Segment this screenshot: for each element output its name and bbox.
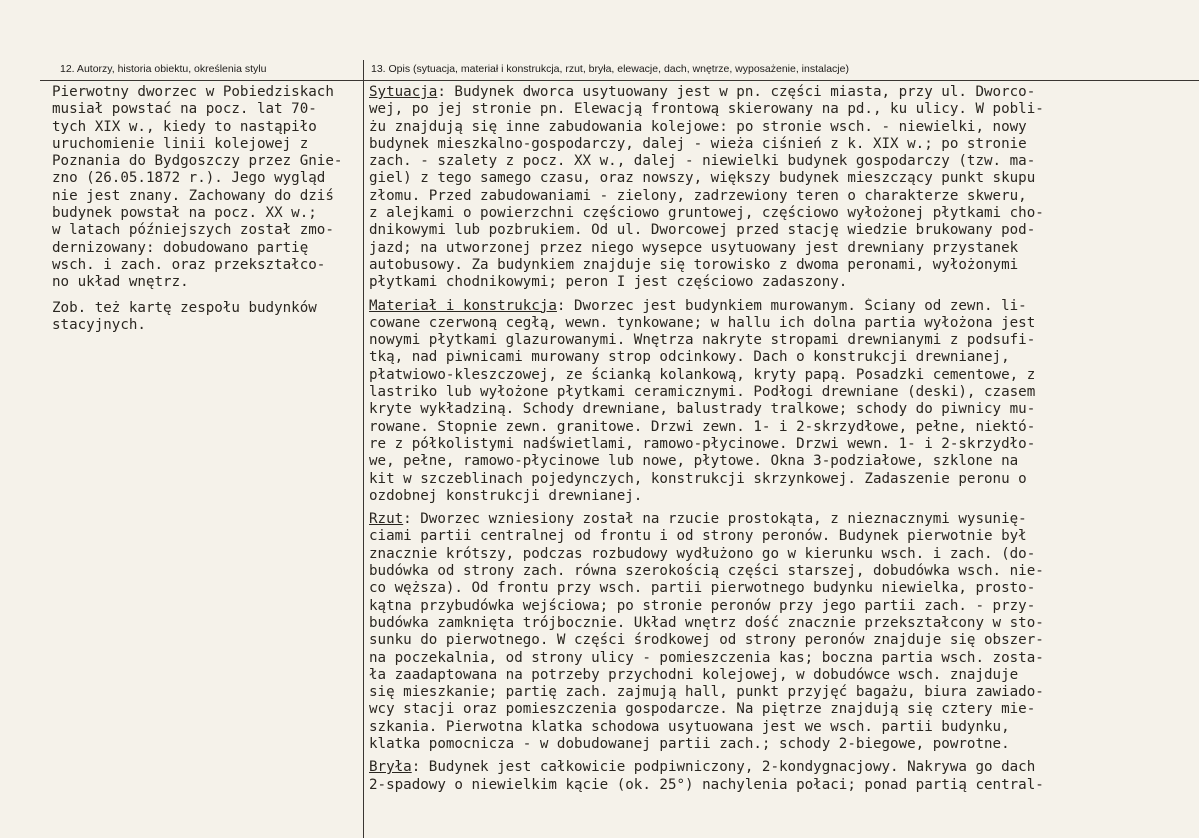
- section-heading: Bryła: [369, 759, 412, 776]
- text-line: ozdobnej konstrukcji drewnianej.: [369, 487, 643, 504]
- text-line: rowane. Stopnie zewn. granitowe. Drzwi zewn. 1- i 2-skrzydłowe, pełne, niektó-: [369, 418, 1036, 435]
- text-line: nie jest znany. Zachowany do dziś: [52, 187, 334, 204]
- text-line: Zob. też kartę zespołu budynków: [52, 299, 317, 316]
- text-line: z alejkami o powierzchni częściowo gruntowej, częściowo wyłożonej płytkami cho-: [369, 205, 1044, 222]
- column-divider: [363, 60, 364, 838]
- text-line: we, pełne, ramowo-płycinowe lub nowe, płytowe. Okna 3-podziałowe, szklone na: [369, 453, 1019, 470]
- text-line: złomu. Przed zabudowaniami - zielony, zadrzewiony teren o charakterze skweru,: [369, 187, 1027, 204]
- text-line: budynek powstał na pocz. XX w.;: [52, 205, 317, 222]
- text-line: stacyjnych.: [52, 316, 146, 333]
- text-line: znacznie krótszy, podczas rozbudowy wydłużono go w kierunku wsch. i zach. (do-: [369, 545, 1036, 562]
- section-lead-text: : Dworzec jest budynkiem murowanym. Ściany od zewn. li-: [556, 297, 1027, 314]
- text-line: no układ wnętrz.: [52, 274, 189, 291]
- text-line: musiał powstać na pocz. lat 70-: [52, 101, 317, 118]
- text-line: cowane czerwoną cegłą, wewn. tynkowane; w hallu ich dolna partia wyłożona jest: [369, 314, 1036, 331]
- text-line: jazd; na utworzonej przez niego wysepce usytuowany jest drewniany przystanek: [369, 239, 1019, 256]
- text-line: autobusowy. Za budynkiem znajduje się torowisko z dwoma peronami, wyłożonymi: [369, 256, 1019, 273]
- text-line: budówka zamknięta trójbocznie. Układ wnętrz dość znacznie przekształcony w sto-: [369, 614, 1044, 631]
- section-first-line: [369, 511, 1169, 528]
- section-first-line: [369, 84, 1169, 101]
- section-heading: Sytuacja: [369, 84, 438, 100]
- text-line: uruchomienie linii kolejowej z: [52, 135, 309, 152]
- text-line: dnikowymi lub pozbrukiem. Od ul. Dworcowej przed stację wiedzie brukowany pod-: [369, 222, 1036, 239]
- text-line: płatwiowo-kleszczowej, ze ścianką kolankową, kryty papą. Posadzki cementowe, z: [369, 366, 1036, 383]
- text-line: tką, nad piwnicami murowany strop odcinkowy. Dach o konstrukcji drewnianej,: [369, 349, 1010, 366]
- header-rule: [40, 80, 1199, 81]
- section-heading: Materiał i konstrukcja: [369, 297, 557, 314]
- section-first-line: [369, 759, 1169, 776]
- section-heading: Rzut: [369, 511, 404, 528]
- left-column-header: 12. Autorzy, historia obiektu, określenia stylu: [60, 63, 267, 75]
- text-line: wcy stacji oraz pomieszczenia gospodarcze. Na piętrze znajdują się cztery mie-: [369, 701, 1036, 718]
- text-line: zach. - szalety z pocz. XX w., dalej - niewielki budynek gospodarczy (tzw. ma-: [369, 153, 1036, 170]
- section-rzut: [369, 511, 1169, 753]
- text-line: 2-spadowy o niewielkim kącie (ok. 25°) nachylenia połaci; ponad partią central-: [369, 776, 1044, 793]
- text-line: re z półkolistymi nadświetlami, ramowo-płycinowe. Drzwi wewn. 1- i 2-skrzydło-: [369, 435, 1036, 452]
- text-line: się mieszkanie; partię zach. zajmują hall, punkt przyjęć bagażu, biura zawiado-: [369, 684, 1044, 701]
- section-lead-text: : Dworzec wzniesiony został na rzucie prostokąta, z nieznacznymi wysunię-: [403, 511, 1027, 528]
- section-materiał-i-konstrukcja: [369, 298, 1169, 506]
- section-sytuacja: [369, 84, 1169, 292]
- text-line: na poczekalnia, od strony ulicy - pomieszczenia kas; boczna partia wsch. zosta-: [369, 649, 1044, 666]
- text-line: Pierwotny dworzec w Pobiedziskach: [52, 84, 334, 100]
- text-line: budynek mieszkalno-gospodarczy, dalej - wieża ciśnień z k. XIX w.; po stronie: [369, 135, 1027, 152]
- text-line: żu znajdują się inne zabudowania kolejowe: po stronie wsch. - niewielki, nowy: [369, 118, 1027, 135]
- section-lead-text: : Budynek jest całkowicie podpiwniczony, 2-kondygnacjowy. Nakrywa go dach: [411, 759, 1036, 776]
- text-line: zno (26.05.1872 r.). Jego wygląd: [52, 170, 326, 187]
- text-line: giel) z tego samego czasu, oraz nowszy, większy budynek mieszczący punkt skupu: [369, 170, 1036, 187]
- text-line: sunku do pierwotnego. W części środkowej od strony peronów znajduje się obszer-: [369, 632, 1044, 649]
- text-line: ła zaadaptowana na potrzeby przychodni kolejowej, w dobudówce wsch. znajduje: [369, 666, 1019, 683]
- right-column-header: 13. Opis (sytuacja, materiał i konstrukcja, rzut, bryła, elewacje, dach, wnętrze, wyposażenie, instalacje): [371, 63, 849, 75]
- section-first-line: [369, 298, 1169, 315]
- text-line: kryte wykładziną. Schody drewniane, balustrady tralkowe; schody do piwnicy mu-: [369, 401, 1036, 418]
- text-line: wsch. i zach. oraz przekształco-: [52, 256, 326, 273]
- text-line: nowymi płytkami glazurowanymi. Wnętrza nakryte stropami drewnianymi z podsufi-: [369, 332, 1036, 349]
- text-line: tych XIX w., kiedy to nastąpiło: [52, 118, 317, 135]
- text-line: klatka pomocnicza - w dobudowanej partii zach.; schody 2-biegowe, powrotne.: [369, 735, 1010, 752]
- text-line: lastriko lub wyłożone płytkami ceramicznymi. Podłogi drewniane (deski), czasem: [369, 384, 1036, 401]
- text-line: płytkami chodnikowymi; peron I jest częściowo zadaszony.: [369, 274, 848, 291]
- section-lead-text: : Budynek dworca usytuowany jest w pn. części miasta, przy ul. Dworco-: [437, 84, 1036, 100]
- text-line: budówka od strony zach. równa szerokością części starszej, dobudówka wsch. nie-: [369, 563, 1044, 580]
- text-line: dernizowany: dobudowano partię: [52, 239, 309, 256]
- text-line: w latach późniejszych został zmo-: [52, 222, 334, 239]
- text-line: ciami partii centralnej od frontu i od strony peronów. Budynek pierwotnie był: [369, 528, 1027, 545]
- reference-paragraph: [52, 300, 362, 335]
- text-line: wej, po jej stronie pn. Elewacją frontową skierowany na pd., ku ulicy. W pobli-: [369, 101, 1044, 118]
- history-paragraph: [52, 84, 362, 292]
- history-column: [52, 84, 362, 342]
- section-bryła: [369, 759, 1169, 794]
- text-line: kit w szczeblinach pojedynczych, konstrukcji skrzynkowej. Zadaszenie peronu o: [369, 470, 1027, 487]
- description-column: [369, 84, 1169, 800]
- text-line: kątna przybudówka wejściowa; po stronie peronów przy jego partii zach. - przy-: [369, 597, 1036, 614]
- text-line: Poznania do Bydgoszczy przez Gnie-: [52, 153, 343, 170]
- text-line: co węższa). Od frontu przy wsch. partii pierwotnego budynku niewielka, prosto-: [369, 580, 1036, 597]
- text-line: szkania. Pierwotna klatka schodowa usytuowana jest we wsch. partii budynku,: [369, 718, 1010, 735]
